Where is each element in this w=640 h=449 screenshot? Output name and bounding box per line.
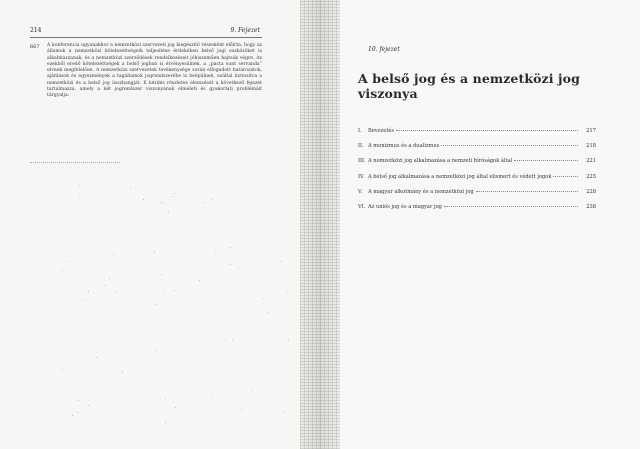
left-page-header — [30, 27, 260, 34]
scan-speck — [85, 300, 86, 301]
scan-speck — [66, 261, 67, 262]
scan-speck — [215, 250, 216, 251]
scan-speck — [161, 202, 162, 203]
scan-speck — [164, 203, 165, 204]
scan-speck — [91, 221, 92, 222]
toc-text: Bevezetés — [368, 128, 395, 134]
scan-speck — [114, 348, 115, 349]
toc-page: 225 — [586, 173, 596, 180]
scan-speck — [104, 285, 105, 286]
scan-speck — [230, 247, 231, 248]
toc-page: 218 — [586, 143, 596, 150]
toc-leader — [514, 160, 578, 161]
header-rule — [30, 37, 262, 38]
toc-text: A belső jog alkalmazása a nemzetközi jog által elismert és védett jogok — [368, 173, 552, 180]
scan-speck — [189, 302, 190, 303]
footnote-marker: 667 — [30, 44, 40, 50]
scan-speck — [241, 409, 242, 410]
scan-speck — [211, 199, 212, 200]
scan-speck — [174, 290, 175, 291]
page-number: 214 — [30, 27, 42, 34]
scan-speck — [88, 291, 89, 292]
scan-speck — [251, 391, 252, 392]
toc-row — [358, 128, 596, 143]
scan-speck — [130, 187, 131, 188]
scan-speck — [266, 246, 267, 247]
right-page — [322, 0, 640, 449]
book-gutter — [300, 0, 340, 449]
scan-speck — [283, 412, 284, 413]
scan-speck — [79, 197, 80, 198]
toc-number: V. — [358, 188, 363, 195]
toc-page: 228 — [586, 188, 596, 195]
scan-speck — [199, 280, 200, 281]
scan-speck — [263, 298, 264, 299]
scan-speck — [62, 270, 63, 271]
toc-row — [358, 174, 596, 189]
scan-speck — [186, 263, 187, 264]
toc-text: A magyar alkotmány és a nemzetközi jog — [368, 188, 474, 195]
scan-speck — [88, 405, 89, 406]
toc-page: 217 — [586, 128, 596, 134]
toc-number: II. — [358, 143, 364, 150]
footnote-text: A konferencia ugyanakkor a nemzetközi szervezeti jog kiegészítő részeként előírta, hogy az államok a nemzetközi kötelezettségeik teljesítése érdekében belső jogi eszközöket is alkalmazzanak, és a nemzetközi szerződések rendelkezéseit jóhiszeműen hajtsák végre. Az ezekből eredő kötelezettségek a belső jogban is érvényesülnek, a „pacta sunt servanda” elvnek megfelelően. A nemzetközi szervezetek tevékenysége során elfogadott határozatok, ajánlások és egyezmények a tagállamok jogrendszerébe is beépülnek, ezáltal biztosítva a nemzetközi és a belső jog összhangját. E kérdés részletes elemzését a következő fejezet tartalmazza, amely a két jogrendszer viszonyának elméleti és gyakorlati problémáit tárgyalja. — [47, 43, 262, 99]
toc-leader — [476, 191, 578, 192]
toc-number: VI. — [358, 203, 366, 210]
scan-speck — [251, 222, 252, 223]
scan-speck — [62, 369, 63, 370]
scan-speck — [156, 304, 157, 305]
scan-speck — [78, 412, 79, 413]
scan-speck — [232, 340, 233, 341]
scan-speck — [116, 291, 117, 292]
scan-speck — [79, 185, 80, 186]
scan-speck — [173, 320, 174, 321]
toc-row — [358, 143, 596, 158]
scan-speck — [210, 214, 211, 215]
scan-speck — [96, 357, 97, 358]
scan-speck — [280, 261, 281, 262]
toc-text: A nemzetközi jog alkalmazása a nemzeti bíróságok által — [368, 158, 513, 165]
scan-speck — [164, 290, 165, 291]
scan-speck — [161, 274, 162, 275]
toc-text: Az uniós jog és a magyar jog — [368, 203, 442, 210]
toc-leader — [396, 130, 578, 131]
toc-row — [358, 189, 596, 204]
scan-speck — [114, 366, 115, 367]
running-title: 9. Fejezet — [230, 27, 260, 34]
scan-speck — [172, 196, 173, 197]
toc-leader — [553, 176, 578, 177]
scan-speck — [155, 350, 156, 351]
toc-number: III. — [358, 158, 366, 165]
scan-speck — [122, 372, 123, 373]
scan-speck — [154, 251, 155, 252]
scan-speck — [288, 339, 289, 340]
scan-speck — [204, 202, 205, 203]
toc-number: IV. — [358, 173, 365, 180]
toc-leader — [441, 145, 578, 146]
toc-page: 238 — [586, 203, 596, 210]
scan-speck — [78, 400, 79, 401]
toc-page: 221 — [586, 158, 596, 165]
scan-speck — [287, 291, 288, 292]
scan-speck — [168, 211, 169, 212]
scan-speck — [165, 398, 166, 399]
scan-speck — [238, 268, 239, 269]
scan-speck — [143, 199, 144, 200]
toc-text: A monizmus és a dualizmus — [368, 143, 440, 150]
toc-row — [358, 204, 596, 219]
toc-leader — [444, 206, 578, 207]
scan-speck — [113, 254, 114, 255]
scan-speck — [175, 407, 176, 408]
scan-speck — [72, 415, 73, 416]
table-of-contents — [358, 128, 596, 219]
footnote-end-rule — [30, 162, 120, 163]
scan-speck — [268, 312, 269, 313]
scan-speck — [174, 193, 175, 194]
scan-speck — [165, 422, 166, 423]
scan-speck — [225, 340, 226, 341]
toc-row — [358, 158, 596, 173]
scan-speck — [212, 397, 213, 398]
scan-speck — [109, 278, 110, 279]
toc-number: I. — [358, 128, 362, 134]
scan-speck — [230, 264, 231, 265]
chapter-title: A belső jog és a nemzetközi jog viszonya — [358, 71, 580, 101]
chapter-label: 10. fejezet — [368, 46, 400, 53]
